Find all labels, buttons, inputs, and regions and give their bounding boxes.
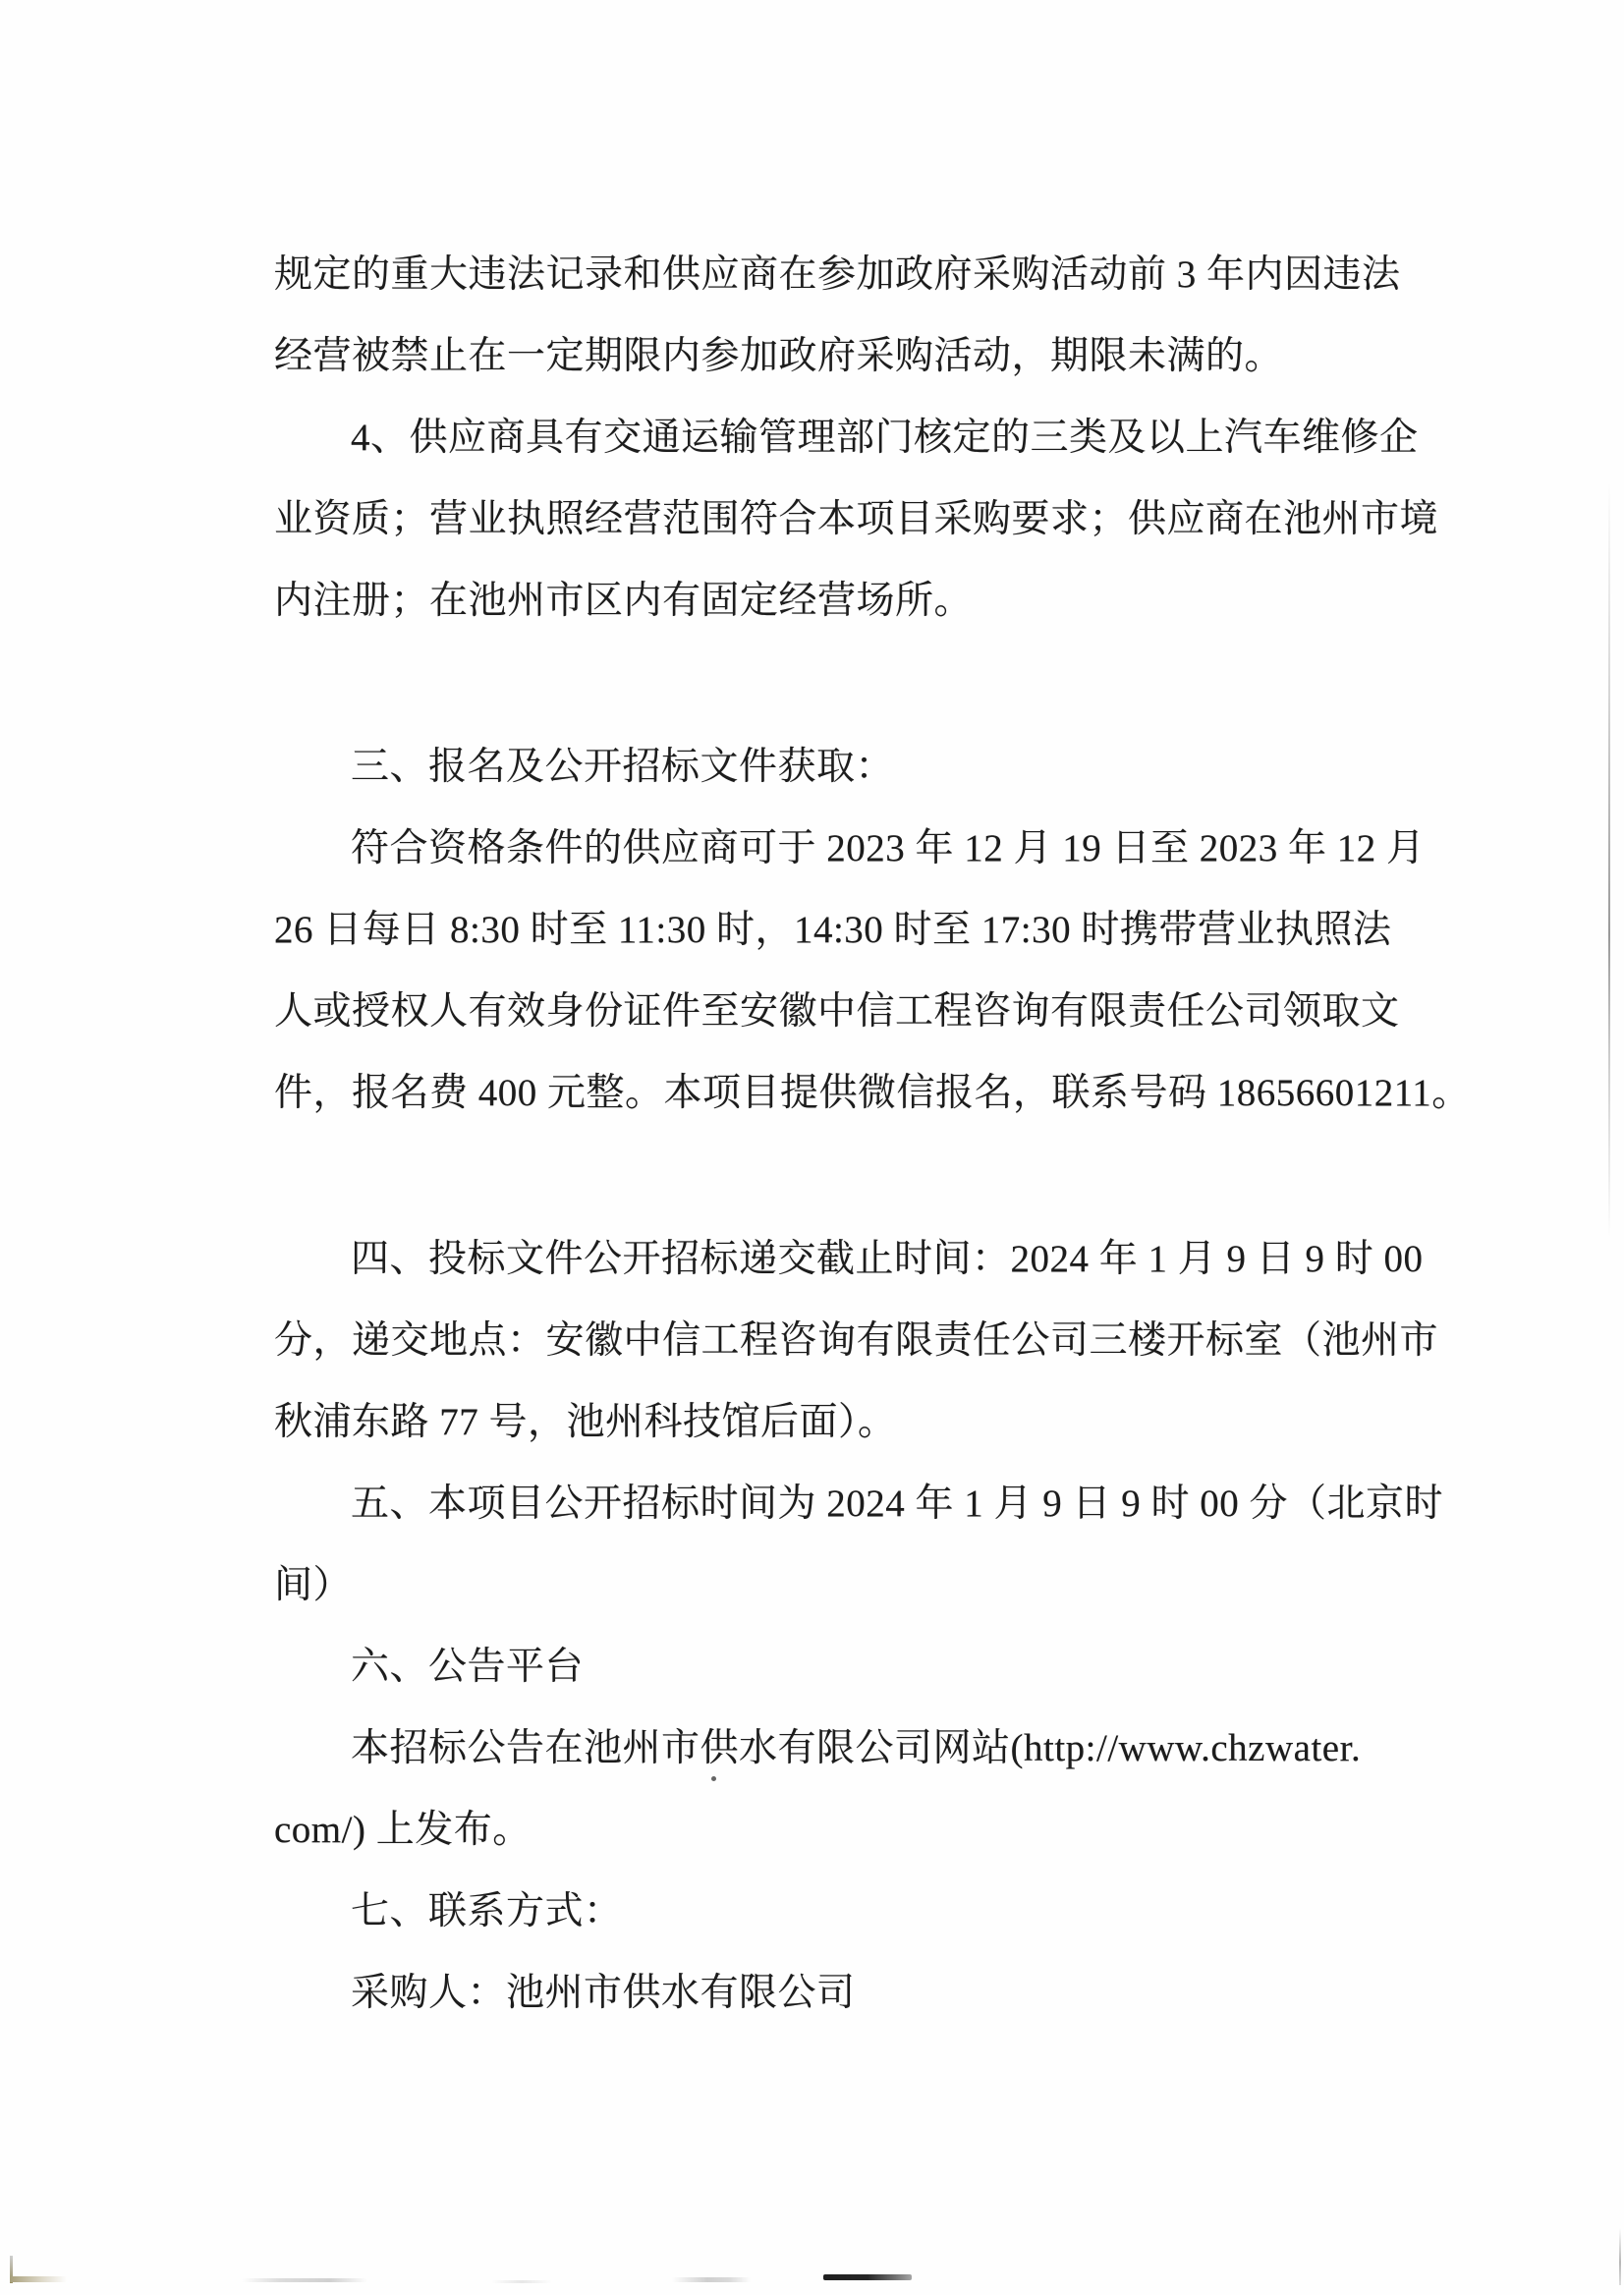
text-line: 秋浦东路 77 号，池州科技馆后面）。 (274, 1401, 897, 1443)
text-line: 人或授权人有效身份证件至安徽中信工程咨询有限责任公司领取文 (274, 990, 1400, 1033)
scan-artifact-bottom-smudge-3 (672, 2277, 751, 2282)
scan-artifact-bottom-left-corner-horizontal (10, 2276, 67, 2282)
text-line: 内注册；在池州市区内有固定经营场所。 (274, 580, 974, 622)
text-line: 三、报名及公开招标文件获取： (351, 746, 895, 788)
text-line: 件，报名费 400 元整。本项目提供微信报名，联系号码 18656601211。 (274, 1072, 1471, 1114)
text-line: 六、公告平台 (351, 1646, 585, 1688)
scan-artifact-bottom-smudge-1 (242, 2278, 367, 2282)
scan-artifact-right-edge-tick (1619, 2228, 1621, 2285)
document-lines (274, 234, 1471, 2034)
text-line: 符合资格条件的供应商可于 2023 年 12 月 19 日至 2023 年 12 月 (351, 827, 1426, 869)
text-line: 26 日每日 8:30 时至 11:30 时，14:30 时至 17:30 时携带营业执照法 (274, 909, 1392, 951)
text-line: 4、供应商具有交通运输管理部门核定的三类及以上汽车维修企 (351, 417, 1419, 459)
text-line: 五、本项目公开招标时间为 2024 年 1 月 9 日 9 时 00 分（北京时 (351, 1483, 1444, 1525)
text-line: 规定的重大违法记录和供应商在参加政府采购活动前 3 年内因违法 (274, 253, 1401, 296)
text-line: 经营被禁止在一定期限内参加政府采购活动，期限未满的。 (274, 335, 1284, 377)
text-line: 间） (274, 1564, 353, 1606)
text-line: 七、联系方式： (351, 1890, 623, 1932)
text-line: 本招标公告在池州市供水有限公司网站(http://www.chzwater. (351, 1727, 1362, 1769)
text-line: 分，递交地点：安徽中信工程咨询有限责任公司三楼开标室（池州市 (274, 1319, 1439, 1362)
text-line: 四、投标文件公开招标递交截止时间：2024 年 1 月 9 日 9 时 00 (351, 1238, 1424, 1280)
scan-artifact-bottom-dark-dash (823, 2274, 912, 2280)
text-line: 业资质；营业执照经营范围符合本项目采购要求；供应商在池州市境 (274, 498, 1439, 540)
text-line: com/) 上发布。 (274, 1809, 532, 1851)
scan-artifact-bottom-left-corner-vertical (10, 2256, 13, 2283)
scan-artifact-right-edge-line (1608, 481, 1610, 1238)
text-line: 采购人：池州市供水有限公司 (351, 1972, 856, 2014)
scan-artifact-bottom-smudge-2 (491, 2280, 552, 2283)
